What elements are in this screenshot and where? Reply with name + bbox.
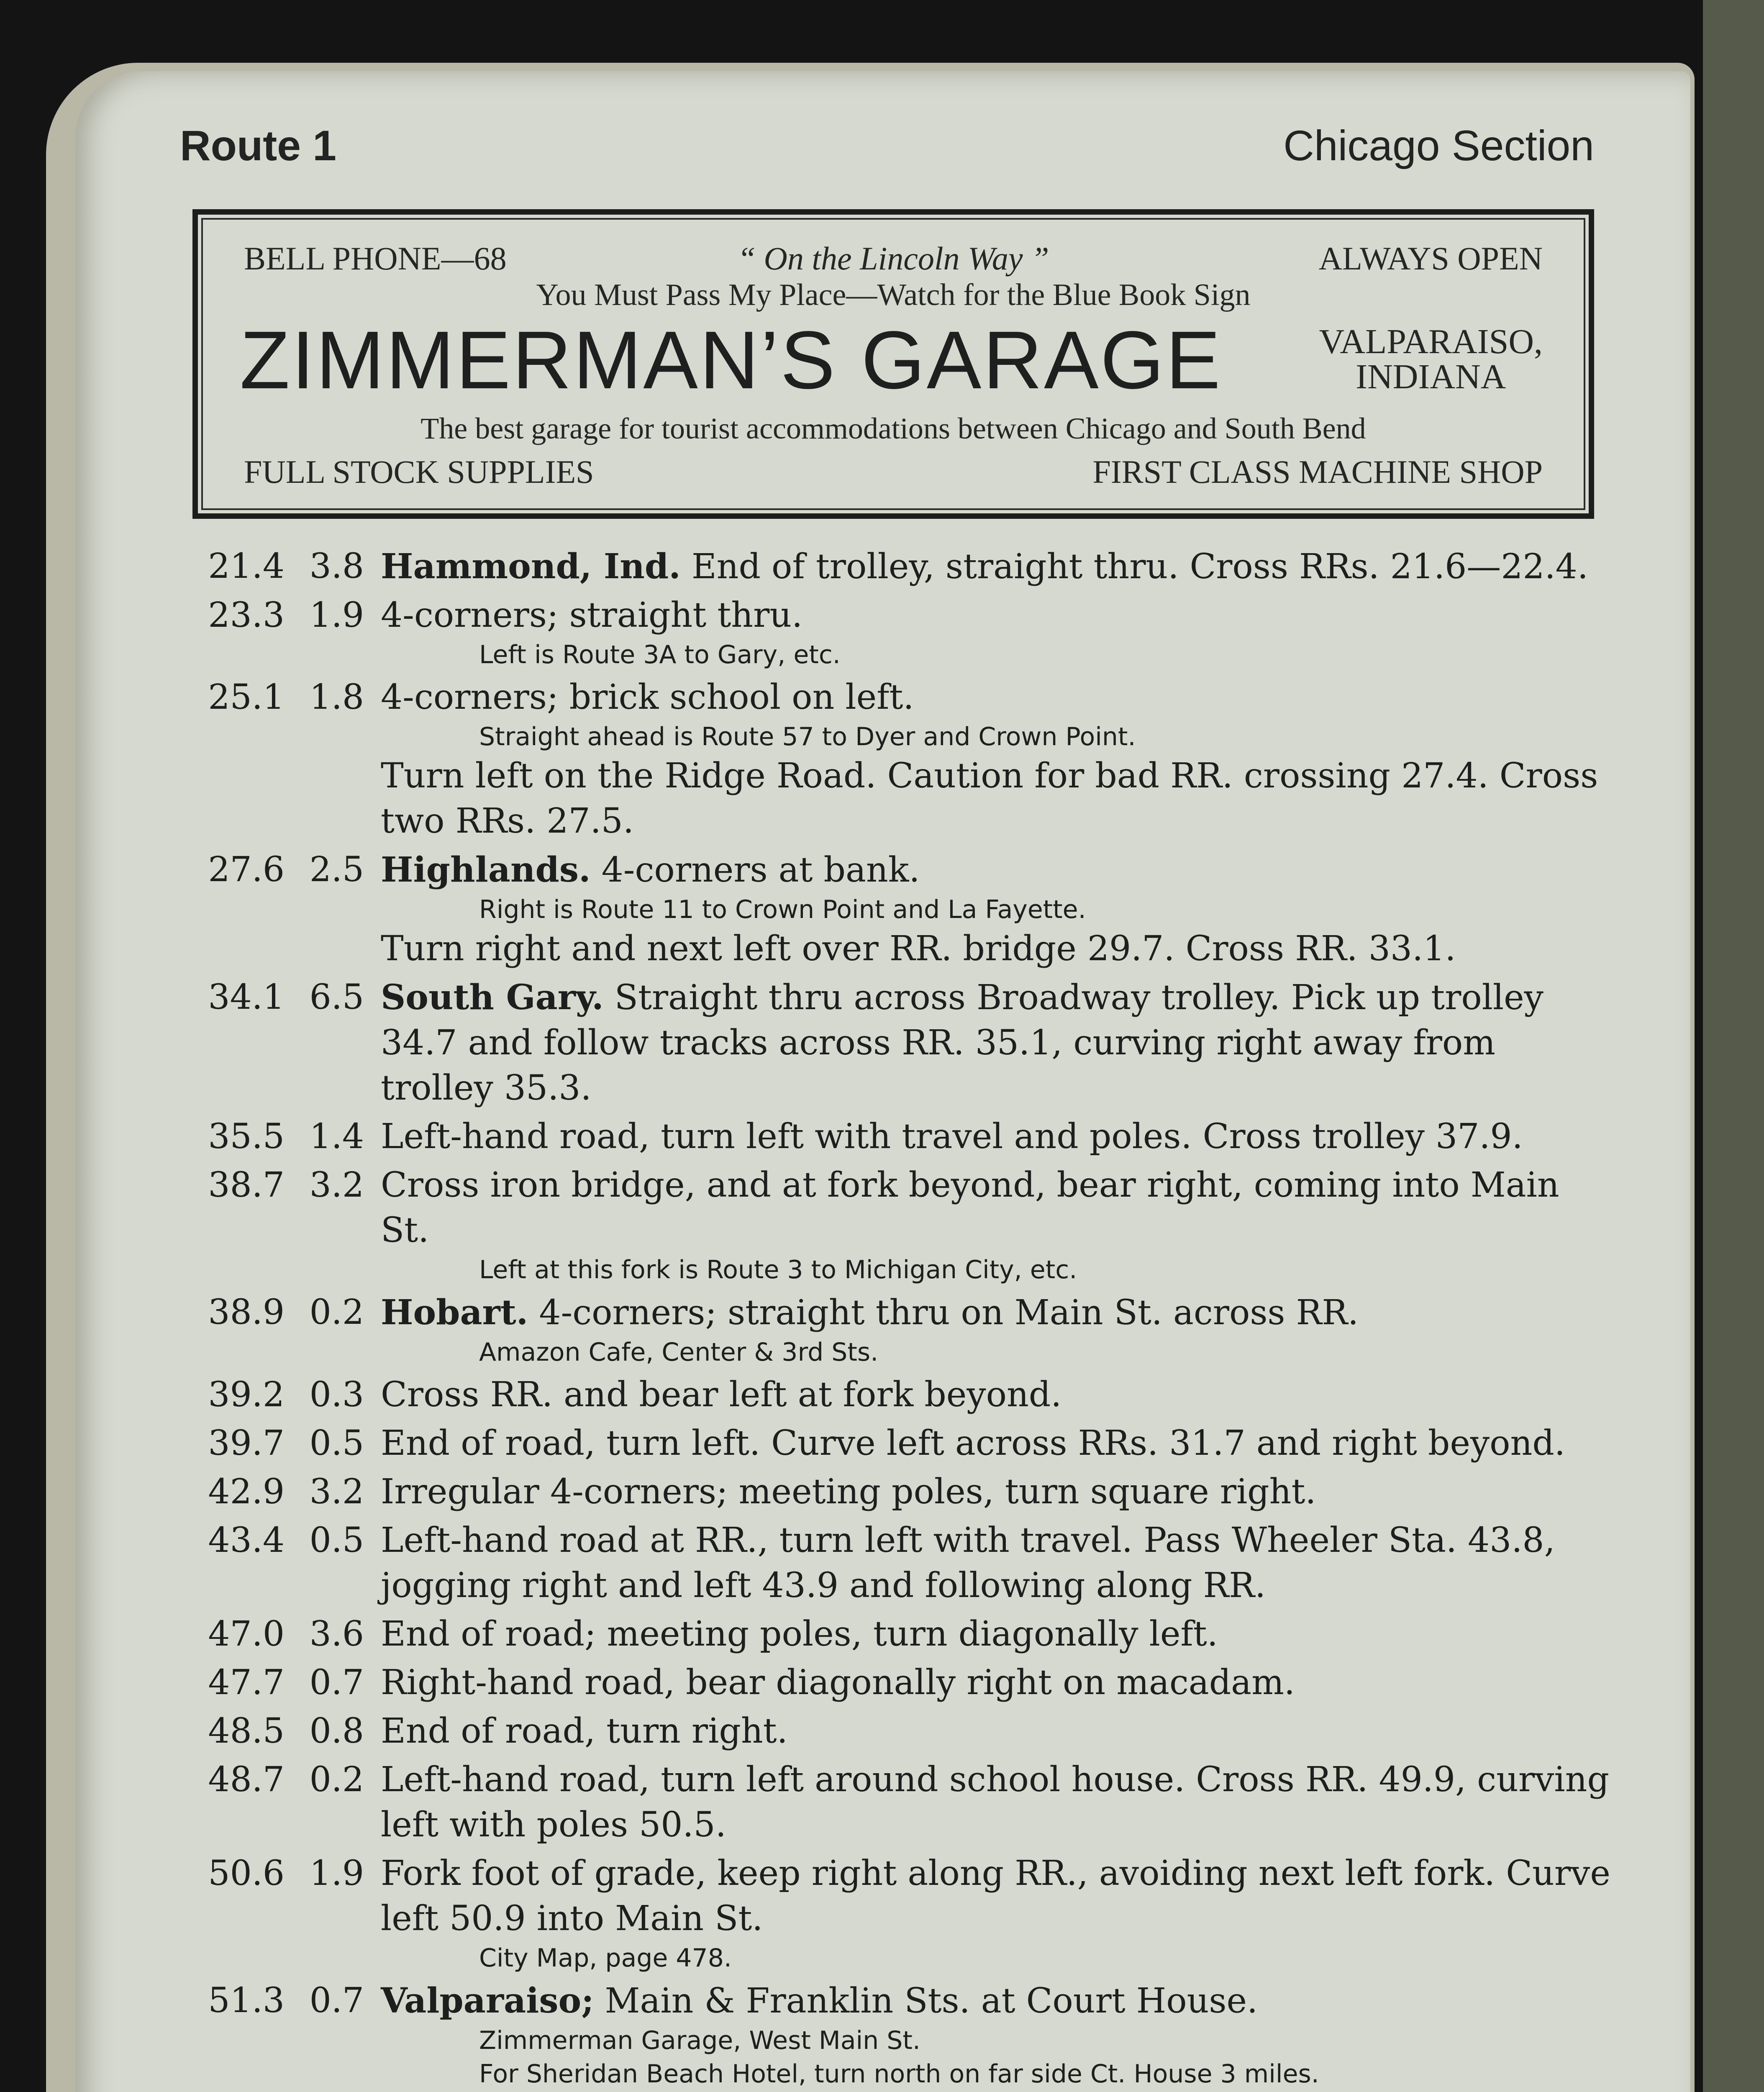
total-mileage: 34.1 bbox=[208, 977, 285, 1017]
direction-main bbox=[381, 1660, 1611, 1705]
intermediate-mileage: 0.3 bbox=[309, 1375, 364, 1415]
total-mileage: 42.9 bbox=[208, 1472, 285, 1512]
ad-state: INDIANA bbox=[1356, 357, 1506, 396]
direction-description: Left-hand road at RR., turn left with travel. Pass Wheeler Sta. 43.8, jogging right and left 43.9 and following along RR. bbox=[381, 1520, 1555, 1605]
direction-text bbox=[381, 1978, 1611, 2092]
total-mileage: 39.2 bbox=[208, 1375, 285, 1415]
direction-main bbox=[381, 847, 1611, 893]
total-mileage: 48.7 bbox=[208, 1760, 285, 1800]
intermediate-mileage: 1.9 bbox=[309, 1854, 364, 1893]
direction-text bbox=[381, 847, 1611, 972]
intermediate-mileage: 0.8 bbox=[309, 1711, 364, 1751]
section-title: Chicago Section bbox=[1283, 122, 1594, 169]
ad-slogan: “ On the Lincoln Way ” bbox=[737, 240, 1049, 277]
direction-main bbox=[381, 1469, 1611, 1515]
direction-main bbox=[381, 675, 1611, 720]
direction-description: End of road, turn right. bbox=[381, 1711, 788, 1751]
total-mileage: 35.5 bbox=[208, 1117, 285, 1156]
direction-description: Fork foot of grade, keep right along RR., avoiding next left fork. Curve left 50.9 into Main St. bbox=[381, 1854, 1610, 1938]
direction-main bbox=[381, 1290, 1611, 1336]
book-spine bbox=[1703, 0, 1764, 2092]
place-name: Hobart. bbox=[381, 1292, 528, 1333]
intermediate-mileage: 2.5 bbox=[309, 850, 364, 890]
intermediate-mileage: 1.4 bbox=[309, 1117, 364, 1156]
direction-text bbox=[381, 544, 1611, 590]
direction-continued: Turn left on the Ridge Road. Caution for bad RR. crossing 27.4. Cross two RRs. 27.5. bbox=[381, 756, 1598, 841]
place-name: Hammond, Ind. bbox=[381, 546, 681, 587]
intermediate-mileage: 3.6 bbox=[309, 1614, 364, 1654]
intermediate-mileage: 0.5 bbox=[309, 1423, 364, 1463]
total-mileage: 51.3 bbox=[208, 1981, 285, 2020]
route-note: Left at this fork is Route 3 to Michigan City, etc. bbox=[479, 1255, 1077, 1284]
direction-text bbox=[381, 1421, 1611, 1466]
route-entry bbox=[197, 1421, 1611, 1466]
total-mileage: 50.6 bbox=[208, 1854, 285, 1893]
direction-main bbox=[381, 1851, 1611, 1941]
ad-phone: BELL PHONE—68 bbox=[244, 240, 507, 277]
total-mileage: 48.5 bbox=[208, 1711, 285, 1751]
direction-main bbox=[381, 1709, 1611, 1754]
direction-description: 4-corners; straight thru. bbox=[381, 595, 803, 635]
running-head bbox=[180, 117, 1594, 184]
direction-description: Straight thru across Broadway trolley. Pick up trolley 34.7 and follow tracks across RR. 35.1, curving right away from trolley 35.3. bbox=[381, 978, 1544, 1108]
direction-text bbox=[381, 1851, 1611, 1975]
route-entry bbox=[197, 1518, 1611, 1608]
ad-tagline: You Must Pass My Place—Watch for the Blue Book Sign bbox=[536, 278, 1251, 312]
direction-text bbox=[381, 675, 1611, 844]
direction-main bbox=[381, 1114, 1611, 1159]
direction-text bbox=[381, 1757, 1611, 1848]
direction-text bbox=[381, 1612, 1611, 1657]
direction-description: End of trolley, straight thru. Cross RRs. 21.6—22.4. bbox=[680, 547, 1588, 587]
direction-continued: Turn right and next left over RR. bridge 29.7. Cross RR. 33.1. bbox=[381, 929, 1456, 969]
direction-main bbox=[381, 1421, 1611, 1466]
total-mileage: 38.7 bbox=[208, 1165, 285, 1205]
place-name: Valparaiso; bbox=[381, 1981, 594, 2021]
direction-description: Right-hand road, bear diagonally right on macadam. bbox=[381, 1663, 1295, 1702]
intermediate-mileage: 3.2 bbox=[309, 1472, 364, 1512]
direction-main bbox=[381, 1978, 1611, 2024]
route-entry bbox=[197, 1757, 1611, 1848]
total-mileage: 38.9 bbox=[208, 1292, 285, 1332]
direction-description: 4-corners; straight thru on Main St. across RR. bbox=[528, 1293, 1359, 1333]
route-entry bbox=[197, 1163, 1611, 1287]
direction-main bbox=[381, 544, 1611, 590]
route-entry bbox=[197, 1851, 1611, 1975]
direction-text bbox=[381, 975, 1611, 1111]
direction-main bbox=[381, 1518, 1611, 1608]
direction-description: Cross RR. and bear left at fork beyond. bbox=[381, 1375, 1062, 1415]
ad-description: The best garage for tourist accommodations between Chicago and South Bend bbox=[420, 412, 1366, 445]
total-mileage: 25.1 bbox=[208, 677, 285, 717]
ad-supplies: FULL STOCK SUPPLIES bbox=[244, 454, 594, 490]
route-note: Right is Route 11 to Crown Point and La Fayette. bbox=[479, 895, 1086, 924]
direction-text bbox=[381, 1469, 1611, 1515]
route-entry bbox=[197, 1709, 1611, 1754]
direction-main bbox=[381, 593, 1611, 638]
total-mileage: 23.3 bbox=[208, 595, 285, 635]
intermediate-mileage: 1.8 bbox=[309, 677, 364, 717]
ad-business-name: ZIMMERMAN’S GARAGE bbox=[240, 314, 1222, 406]
direction-text bbox=[381, 1709, 1611, 1754]
place-name: Highlands. bbox=[381, 850, 591, 890]
route-entry bbox=[197, 1612, 1611, 1657]
direction-text bbox=[381, 1372, 1611, 1418]
intermediate-mileage: 3.2 bbox=[309, 1165, 364, 1205]
direction-text bbox=[381, 1163, 1611, 1287]
direction-main bbox=[381, 1757, 1611, 1848]
direction-description: End of road; meeting poles, turn diagonally left. bbox=[381, 1614, 1218, 1654]
direction-description: End of road, turn left. Curve left across RRs. 31.7 and right beyond. bbox=[381, 1423, 1565, 1463]
ad-location bbox=[1319, 324, 1543, 395]
total-mileage: 47.0 bbox=[208, 1614, 285, 1654]
direction-text bbox=[381, 1114, 1611, 1159]
ad-machine-shop: FIRST CLASS MACHINE SHOP bbox=[1092, 454, 1543, 490]
route-entry bbox=[197, 1114, 1611, 1159]
intermediate-mileage: 0.7 bbox=[309, 1981, 364, 2020]
total-mileage: 39.7 bbox=[208, 1423, 285, 1463]
route-entry bbox=[197, 847, 1611, 972]
direction-main bbox=[381, 1372, 1611, 1418]
route-note: For Sheridan Beach Hotel, turn north on far side Ct. House 3 miles. bbox=[479, 2059, 1319, 2089]
intermediate-mileage: 0.2 bbox=[309, 1292, 364, 1332]
direction-text bbox=[381, 1660, 1611, 1705]
direction-main bbox=[381, 975, 1611, 1111]
route-entries bbox=[197, 544, 1611, 2092]
route-entry bbox=[197, 975, 1611, 1111]
intermediate-mileage: 3.8 bbox=[309, 546, 364, 586]
total-mileage: 21.4 bbox=[208, 546, 285, 586]
route-entry bbox=[197, 1372, 1611, 1418]
direction-description: Main & Franklin Sts. at Court House. bbox=[594, 1981, 1258, 2021]
direction-text bbox=[381, 1518, 1611, 1608]
route-title: Route 1 bbox=[180, 122, 337, 169]
ad-town: VALPARAISO, bbox=[1319, 322, 1543, 361]
route-note: Straight ahead is Route 57 to Dyer and Crown Point. bbox=[479, 722, 1136, 751]
direction-text bbox=[381, 1290, 1611, 1369]
direction-description: 4-corners; brick school on left. bbox=[381, 677, 914, 717]
direction-text bbox=[381, 593, 1611, 672]
route-note: Left is Route 3A to Gary, etc. bbox=[479, 640, 841, 669]
intermediate-mileage: 0.5 bbox=[309, 1520, 364, 1560]
ad-hours: ALWAYS OPEN bbox=[1318, 240, 1543, 277]
direction-description: Cross iron bridge, and at fork beyond, bear right, coming into Main St. bbox=[381, 1165, 1559, 1250]
total-mileage: 47.7 bbox=[208, 1663, 285, 1702]
intermediate-mileage: 0.7 bbox=[309, 1663, 364, 1702]
direction-description: Left-hand road, turn left with travel and poles. Cross trolley 37.9. bbox=[381, 1117, 1523, 1156]
direction-description: Left-hand road, turn left around school house. Cross RR. 49.9, curving left with poles 50.5. bbox=[381, 1760, 1609, 1845]
direction-description: 4-corners at bank. bbox=[590, 850, 920, 890]
route-entry bbox=[197, 1469, 1611, 1515]
route-note: Zimmerman Garage, West Main St. bbox=[479, 2026, 920, 2055]
intermediate-mileage: 0.2 bbox=[309, 1760, 364, 1800]
place-name: South Gary. bbox=[381, 977, 604, 1018]
total-mileage: 43.4 bbox=[208, 1520, 285, 1560]
total-mileage: 27.6 bbox=[208, 850, 285, 890]
route-entry bbox=[197, 1290, 1611, 1369]
direction-description: Irregular 4-corners; meeting poles, turn square right. bbox=[381, 1472, 1316, 1512]
intermediate-mileage: 1.9 bbox=[309, 595, 364, 635]
route-note: Amazon Cafe, Center & 3rd Sts. bbox=[479, 1338, 879, 1367]
intermediate-mileage: 6.5 bbox=[309, 977, 364, 1017]
direction-main bbox=[381, 1163, 1611, 1253]
route-entry bbox=[197, 675, 1611, 844]
route-entry bbox=[197, 1978, 1611, 2092]
route-entry bbox=[197, 1660, 1611, 1705]
route-note: City Map, page 478. bbox=[479, 1943, 732, 1973]
route-entry bbox=[197, 593, 1611, 672]
route-entry bbox=[197, 544, 1611, 590]
direction-main bbox=[381, 1612, 1611, 1657]
advertisement-box bbox=[192, 209, 1594, 519]
